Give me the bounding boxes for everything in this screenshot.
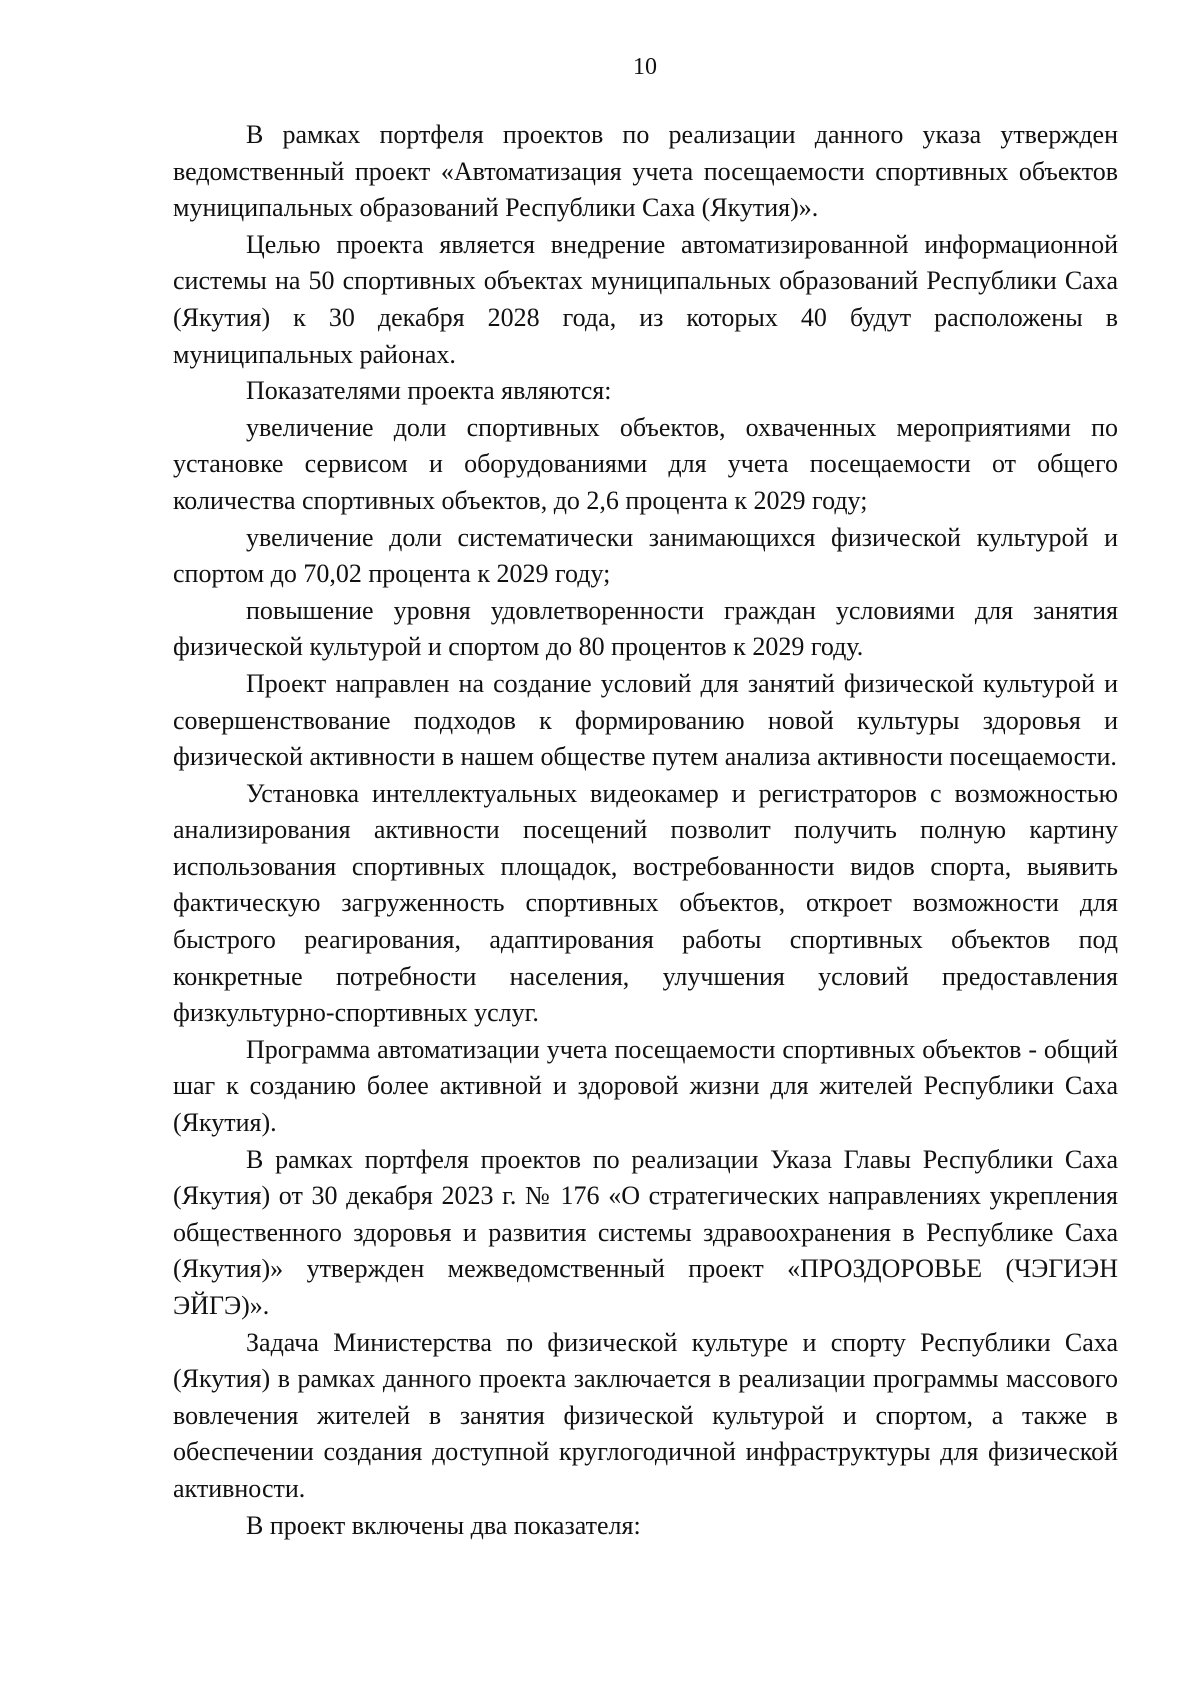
paragraph-project-direction: Проект направлен на создание условий для занятий физической культурой и совершенствование подходов к формированию новой культуры здоровья и физической активности в нашем обществе путем анализа активности посещаемости.: [173, 668, 1118, 772]
paragraph-two-indicators: В проект включены два показателя:: [246, 1510, 641, 1540]
page-number: 10: [633, 54, 657, 80]
paragraph-project-goal: Целью проекта является внедрение автоматизированной информационной системы на 50 спортивных объектах муниципальных образований Республики Саха (Якутия) к 30 декабря 2028 года, из которых 40 будут расположены в муниципальных районах.: [173, 229, 1118, 369]
paragraph-indicator-1: увеличение доли спортивных объектов, охваченных мероприятиями по установке сервисом и оборудованиями для учета посещаемости от общего количества спортивных объектов, до 2,6 процента к 2029 году;: [173, 412, 1118, 515]
paragraph-ministry-task: Задача Министерства по физической культуре и спорту Республики Саха (Якутия) в рамках данного проекта заключается в реализации программы массового вовлечения жителей в занятия физической культурой и спортом, а также в обеспечении создания доступной круглогодичной инфраструктуры для физической активности.: [173, 1327, 1118, 1503]
paragraph-indicators-heading: Показателями проекта являются:: [246, 376, 612, 406]
paragraph-indicator-2: увеличение доли систематически занимающихся физической культурой и спортом до 70,02 процента к 2029 году;: [173, 522, 1118, 589]
document-body: [173, 117, 1118, 1544]
paragraph-portfolio-intro: В рамках портфеля проектов по реализации данного указа утвержден ведомственный проект «Автоматизация учета посещаемости спортивных объектов муниципальных образований Республики Саха (Якутия)».: [173, 120, 1118, 223]
paragraph-cameras-installation: Установка интеллектуальных видеокамер и регистраторов с возможностью анализирования активности посещений позволит получить полную картину использования спортивных площадок, востребованности видов спорта, выявить фактическую загруженность спортивных объектов, откроет возможности для быстрого реагирования, адаптирования работы спортивных объектов под конкретные потребности населения, улучшения условий предоставления физкультурно-спортивных услуг.: [173, 778, 1118, 1028]
paragraph-program-summary: Программа автоматизации учета посещаемости спортивных объектов - общий шаг к созданию более активной и здоровой жизни для жителей Республики Саха (Якутия).: [173, 1034, 1118, 1138]
paragraph-health-project: В рамках портфеля проектов по реализации Указа Главы Республики Саха (Якутия) от 30 декабря 2023 г. № 176 «О стратегических направлениях укрепления общественного здоровья и развития системы здравоохранения в Республике Саха (Якутия)» утвержден межведомственный проект «ПРОЗДОРОВЬЕ (ЧЭГИЭН ЭЙГЭ)».: [173, 1144, 1118, 1320]
paragraph-indicator-3: повышение уровня удовлетворенности граждан условиями для занятия физической культурой и спортом до 80 процентов к 2029 году.: [173, 595, 1118, 662]
